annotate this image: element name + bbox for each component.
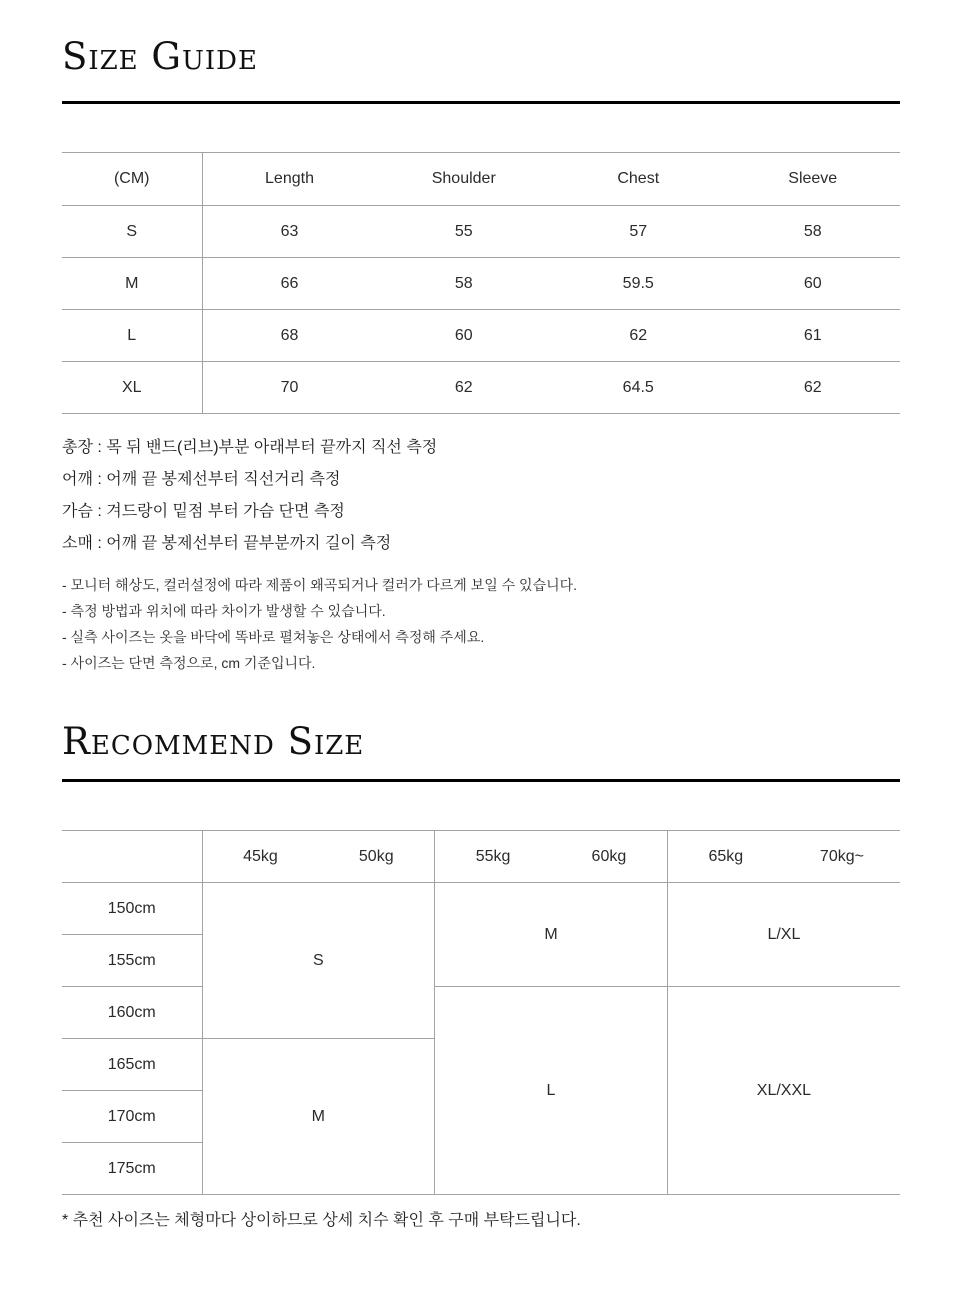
- table-row: [62, 362, 900, 414]
- size-table-header-cm: (CM): [62, 153, 202, 206]
- weight-label: 60kg: [591, 847, 627, 865]
- caution-note-line: - 사이즈는 단면 측정으로, cm 기준입니다.: [62, 655, 316, 671]
- table-row: [62, 258, 900, 310]
- height-label: 155cm: [62, 935, 202, 987]
- shoulder-value: 58: [377, 258, 552, 310]
- length-value: 68: [202, 310, 377, 362]
- table-row: [62, 206, 900, 258]
- measure-note-line: 가슴 : 겨드랑이 밑점 부터 가슴 단면 측정: [62, 503, 345, 520]
- size-label: XL: [62, 362, 202, 414]
- length-value: 63: [202, 206, 377, 258]
- weight-label: 70kg~: [819, 847, 864, 865]
- size-table-header-length: Length: [202, 153, 377, 206]
- chest-value: 62: [551, 310, 726, 362]
- table-row: [62, 310, 900, 362]
- measurement-notes: [62, 432, 900, 560]
- size-table-header-chest: Chest: [551, 153, 726, 206]
- chest-value: 57: [551, 206, 726, 258]
- recommend-size-cell: L/XL: [667, 883, 900, 987]
- recommend-footnote: * 추천 사이즈는 체형마다 상이하므로 상세 치수 확인 후 구매 부탁드립니다.: [62, 1212, 581, 1229]
- measure-note-line: 소매 : 어깨 끝 봉제선부터 끝부분까지 길이 측정: [62, 535, 392, 552]
- size-guide-heading: Size Guide: [62, 35, 258, 78]
- sleeve-value: 61: [726, 310, 901, 362]
- weight-header-55-60: [435, 831, 668, 883]
- weight-label: 50kg: [358, 847, 394, 865]
- height-label: 150cm: [62, 883, 202, 935]
- weight-header-45-50: [202, 831, 435, 883]
- sleeve-value: 58: [726, 206, 901, 258]
- recommend-size-heading: Recommend Size: [62, 720, 365, 763]
- recommend-size-cell: XL/XXL: [667, 987, 900, 1195]
- weight-label: 65kg: [708, 847, 744, 865]
- caution-note-line: - 실측 사이즈는 옷을 바닥에 똑바로 펼쳐놓은 상태에서 측정해 주세요.: [62, 629, 485, 645]
- caution-note-line: - 모니터 해상도, 컬러설정에 따라 제품이 왜곡되거나 컬러가 다르게 보일 수 있습니다.: [62, 577, 578, 593]
- shoulder-value: 60: [377, 310, 552, 362]
- recommend-size-cell: S: [202, 883, 435, 1039]
- caution-notes: [62, 572, 900, 676]
- weight-label: 45kg: [243, 847, 278, 865]
- height-label: 170cm: [62, 1091, 202, 1143]
- weight-pair: [668, 848, 900, 866]
- height-label: 165cm: [62, 1039, 202, 1091]
- recommend-size-cell: M: [435, 883, 668, 987]
- weight-label: 55kg: [475, 847, 511, 865]
- size-guide-divider: [62, 101, 900, 104]
- length-value: 70: [202, 362, 377, 414]
- caution-note-line: - 측정 방법과 위치에 따라 차이가 발생할 수 있습니다.: [62, 603, 386, 619]
- size-table: [62, 152, 900, 414]
- shoulder-value: 62: [377, 362, 552, 414]
- weight-pair: [203, 848, 435, 866]
- table-row: [62, 883, 900, 935]
- recommend-corner-cell: [62, 831, 202, 883]
- recommend-header-row: [62, 831, 900, 883]
- recommend-size-cell: L: [435, 987, 668, 1195]
- weight-pair: [435, 848, 667, 866]
- recommend-size-table: [62, 830, 900, 1195]
- weight-header-65-70: [667, 831, 900, 883]
- size-label: M: [62, 258, 202, 310]
- size-table-header-row: [62, 153, 900, 206]
- recommend-size-cell: M: [202, 1039, 435, 1195]
- size-label: L: [62, 310, 202, 362]
- sleeve-value: 62: [726, 362, 901, 414]
- shoulder-value: 55: [377, 206, 552, 258]
- size-table-header-sleeve: Sleeve: [726, 153, 901, 206]
- table-row: [62, 987, 900, 1039]
- height-label: 160cm: [62, 987, 202, 1039]
- measure-note-line: 총장 : 목 뒤 밴드(리브)부분 아래부터 끝까지 직선 측정: [62, 439, 438, 456]
- size-table-header-shoulder: Shoulder: [377, 153, 552, 206]
- length-value: 66: [202, 258, 377, 310]
- chest-value: 59.5: [551, 258, 726, 310]
- measure-note-line: 어깨 : 어깨 끝 봉제선부터 직선거리 측정: [62, 471, 341, 488]
- chest-value: 64.5: [551, 362, 726, 414]
- recommend-size-divider: [62, 779, 900, 782]
- sleeve-value: 60: [726, 258, 901, 310]
- height-label: 175cm: [62, 1143, 202, 1195]
- size-label: S: [62, 206, 202, 258]
